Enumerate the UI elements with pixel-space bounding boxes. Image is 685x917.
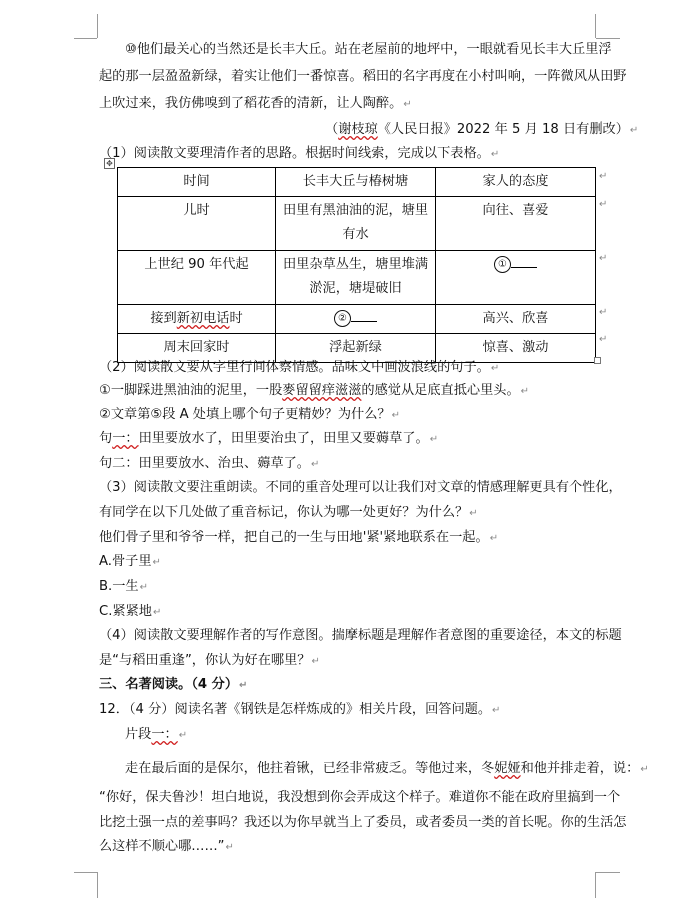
q2-item-1 [99, 382, 529, 401]
paragraph-mark: ↵ [311, 459, 320, 470]
q1-text [99, 145, 499, 164]
table-cell-time [118, 305, 276, 334]
table-cell-attitude: 高兴、欣喜 [436, 305, 596, 334]
q2-sentence-1-b: 田里要放水了，田里要治虫了，田里又要薅草了。 [138, 431, 429, 446]
passage-name-underlined: 妮娅 [494, 761, 521, 776]
q4-line-1: （4）阅读散文要理解作者的写作意图。揣摩标题是理解作者意图的重要途径，本文的标题 [99, 628, 622, 643]
row-end-mark: ↵ [599, 334, 608, 345]
crop-mark-top-right-h [596, 38, 620, 39]
paragraph-mark: ↵ [391, 410, 401, 421]
table-row [118, 251, 596, 305]
q2-sentence-2-text: 句二：田里要放水、治虫、薅草了。 [99, 456, 310, 471]
table-header-cell: 时间 [118, 168, 276, 197]
paragraph-mark: ↵ [640, 764, 649, 775]
option-c [99, 603, 161, 622]
crop-mark-bottom-left-h [74, 872, 97, 873]
fragment-label-underlined: 一： [151, 727, 178, 742]
q4-line-2 [99, 652, 320, 671]
fragment-label-a: 片段 [125, 727, 152, 742]
crop-mark-top-right-v [595, 14, 596, 38]
table-cell-attitude: 惊喜、激动 [436, 334, 596, 363]
paragraph-mark: ↵ [225, 842, 234, 853]
para10-line-1: ⑩他们最关心的当然还是长丰大丘。站在老屋前的地坪中，一眼就看见长丰大丘里浮 [125, 42, 612, 57]
answer-blank-1[interactable] [511, 253, 537, 268]
table-row [118, 305, 596, 334]
table-cell-attitude[interactable] [436, 251, 596, 305]
q2-item-2 [99, 406, 400, 425]
q2-sentence-1 [99, 430, 438, 449]
table-cell-field: 田里杂草丛生，塘里堆满淤泥，塘堤破旧 [276, 251, 436, 305]
row-end-mark: ↵ [599, 199, 608, 210]
paragraph-mark: ↵ [490, 363, 500, 374]
paragraph-mark: ↵ [490, 149, 500, 160]
para10-line-2: 起的那一层盈盈新绿，着实让他们一番惊喜。稻田的名字再度在小村叫响，一阵微风从田野 [99, 69, 627, 84]
table-move-handle-icon[interactable]: ✥ [104, 158, 115, 169]
passage-line-4 [99, 838, 234, 857]
q12-text-content: 12．（4 分）阅读名著《钢铁是怎样炼成的》相关片段，回答问题。 [99, 702, 492, 717]
q2-sentence-2 [99, 455, 319, 474]
paragraph-mark: ↵ [139, 582, 149, 593]
crop-mark-top-left-v [97, 14, 98, 38]
table-cell-field[interactable] [276, 305, 436, 334]
time-text-b: 新初电话 [176, 311, 230, 326]
section-3-heading-text: 三、名著阅读。（4 分） [99, 677, 239, 692]
passage-line-3: 比挖土强一点的差事吗？我还以为你早就当上了委员，或者委员一类的首长呢。你的生活怎 [99, 815, 627, 830]
table-row [118, 197, 596, 251]
fragment-label [125, 726, 187, 745]
answer-blank-2[interactable] [351, 307, 377, 322]
paragraph-mark: ↵ [178, 730, 188, 741]
passage-line-1 [125, 760, 649, 779]
crop-mark-top-left-h [74, 38, 97, 39]
q3-line-1: （3）阅读散文要注重朗读。不同的重音处理可以让我们对文章的情感理解更具有个性化， [99, 480, 622, 495]
table-cell-attitude: 向往、喜爱 [436, 197, 596, 251]
paragraph-mark: ↵ [629, 125, 639, 136]
row-end-mark: ↵ [599, 307, 608, 318]
option-a-text: A.骨子里 [99, 554, 152, 569]
q2-text [99, 359, 499, 378]
q4-line-2-text: 是“与稻田重逢”，你认为好在哪里？ [99, 653, 311, 668]
q2-sentence-1-a: 句 [99, 431, 113, 446]
passage-line-2: “你好，保夫鲁沙！坦白地说，我没想到你会弄成这个样子。难道你不能在政府里搞到一个 [99, 790, 621, 805]
q1-text-content: （1）阅读散文要理清作者的思路。根据时间线索，完成以下表格。 [99, 146, 490, 161]
paragraph-mark: ↵ [429, 434, 439, 445]
time-text-c: 时 [229, 311, 243, 326]
source-rest: 《人民日报》2022 年 5 月 18 日有删改） [377, 122, 629, 137]
crop-mark-bottom-left-v [97, 872, 98, 898]
paragraph-mark: ↵ [152, 557, 161, 568]
table-header-cell: 家人的态度 [436, 168, 596, 197]
paragraph-mark: ↵ [492, 705, 501, 716]
table-header-cell: 长丰大丘与椿树塘 [276, 168, 436, 197]
table-header-row [118, 168, 596, 197]
table-cell-time: 上世纪 90 年代起 [118, 251, 276, 305]
time-text-a: 接到 [150, 311, 177, 326]
q2-text-content: （2）阅读散文要从字里行间体察情感。品味文中画波浪线的句子。 [99, 360, 490, 375]
option-b-text: B.一生 [99, 579, 139, 594]
q2-item-1-underlined: 麥留留痒滋滋 [282, 383, 362, 398]
table-cell-time: 周末回家时 [118, 334, 276, 363]
table-cell-field: 田里有黑油油的泥，塘里有水 [276, 197, 436, 251]
table-cell-time: 儿时 [118, 197, 276, 251]
q2-item-1-a: ①一脚踩进黑油油的泥里，一股 [99, 383, 283, 398]
table-cell-field: 浮起新绿 [276, 334, 436, 363]
crop-mark-bottom-right-v [595, 872, 596, 898]
q3-line-2 [99, 504, 478, 523]
row-end-mark: ↵ [599, 171, 608, 182]
paragraph-mark: ↵ [489, 533, 499, 544]
passage-line-1-a: 走在最后面的是保尔，他拄着锹，已经非常疲乏。等他过来，冬 [125, 761, 495, 776]
blank-number-2: ② [334, 310, 351, 327]
crop-mark-bottom-right-h [596, 872, 620, 873]
q2-item-1-b: 的感觉从足底直抵心里头。 [361, 383, 520, 398]
para10-line-3 [99, 95, 412, 114]
timeline-table [117, 167, 596, 363]
option-c-text: C.紧紧地 [99, 604, 152, 619]
blank-number-1: ① [494, 256, 511, 273]
q12-text [99, 701, 500, 720]
paragraph-mark: ↵ [239, 680, 248, 691]
para10-line-3-text: 上吹过来，我仿佛嗅到了稻花香的清新，让人陶醉。 [99, 96, 403, 111]
paragraph-mark: ↵ [469, 508, 478, 519]
paragraph-mark: ↵ [520, 386, 530, 397]
q3-sentence-text: 他们骨子里和爷爷一样，把自己的一生与田地'紧'紧地联系在一起。 [99, 530, 489, 545]
q3-sentence [99, 529, 498, 548]
q2-sentence-1-underlined: 一： [112, 431, 139, 446]
q2-item-2-text: ②文章第⑤段 A 处填上哪个句子更精妙？为什么？ [99, 407, 391, 422]
paragraph-mark: ↵ [152, 607, 162, 618]
section-3-heading [99, 676, 247, 695]
source-citation [325, 121, 638, 140]
table-resize-handle[interactable] [594, 357, 601, 364]
paragraph-mark: ↵ [311, 656, 320, 667]
passage-line-4-text: 么这样不顺心哪……” [99, 839, 225, 854]
source-open: （ [325, 122, 339, 137]
source-author: 谢枝琼 [338, 122, 378, 137]
q3-line-2-text: 有同学在以下几处做了重音标记，你认为哪一处更好？为什么？ [99, 505, 469, 520]
option-a [99, 553, 161, 572]
option-b [99, 578, 148, 597]
row-end-mark: ↵ [599, 253, 608, 264]
passage-line-1-b: 和他并排走着，说： [520, 761, 640, 776]
paragraph-mark: ↵ [403, 99, 412, 110]
